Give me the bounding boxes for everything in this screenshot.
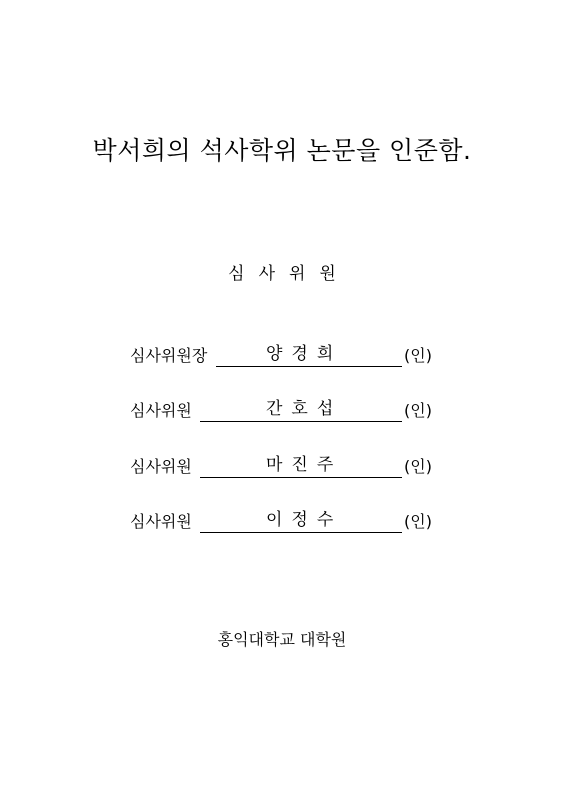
committee-role: 심사위원 — [130, 401, 192, 420]
signature-line — [200, 477, 402, 478]
committee-heading: 심사위원 — [228, 264, 350, 284]
approval-statement: 박서희의 석사학위 논문을 인준함. — [92, 136, 472, 165]
signature-line — [200, 532, 402, 533]
seal-mark: (인) — [404, 346, 432, 365]
committee-member-name: 이정수 — [266, 510, 343, 530]
committee-row-member-2 — [0, 455, 564, 483]
committee-row-member-1 — [0, 399, 564, 427]
committee-row-member-3 — [0, 510, 564, 538]
committee-member-name: 마진주 — [266, 455, 343, 475]
seal-mark: (인) — [404, 457, 432, 476]
seal-mark: (인) — [404, 512, 432, 531]
seal-mark: (인) — [404, 401, 432, 420]
signature-line — [200, 421, 402, 422]
committee-role: 심사위원 — [130, 457, 192, 476]
committee-row-chair — [0, 344, 564, 372]
committee-role: 심사위원 — [130, 512, 192, 531]
signature-line — [216, 366, 402, 367]
committee-member-name: 간호섭 — [266, 399, 343, 419]
committee-role: 심사위원장 — [130, 346, 208, 365]
committee-member-name: 양경희 — [266, 344, 343, 364]
institution-name: 홍익대학교 대학원 — [217, 630, 347, 649]
